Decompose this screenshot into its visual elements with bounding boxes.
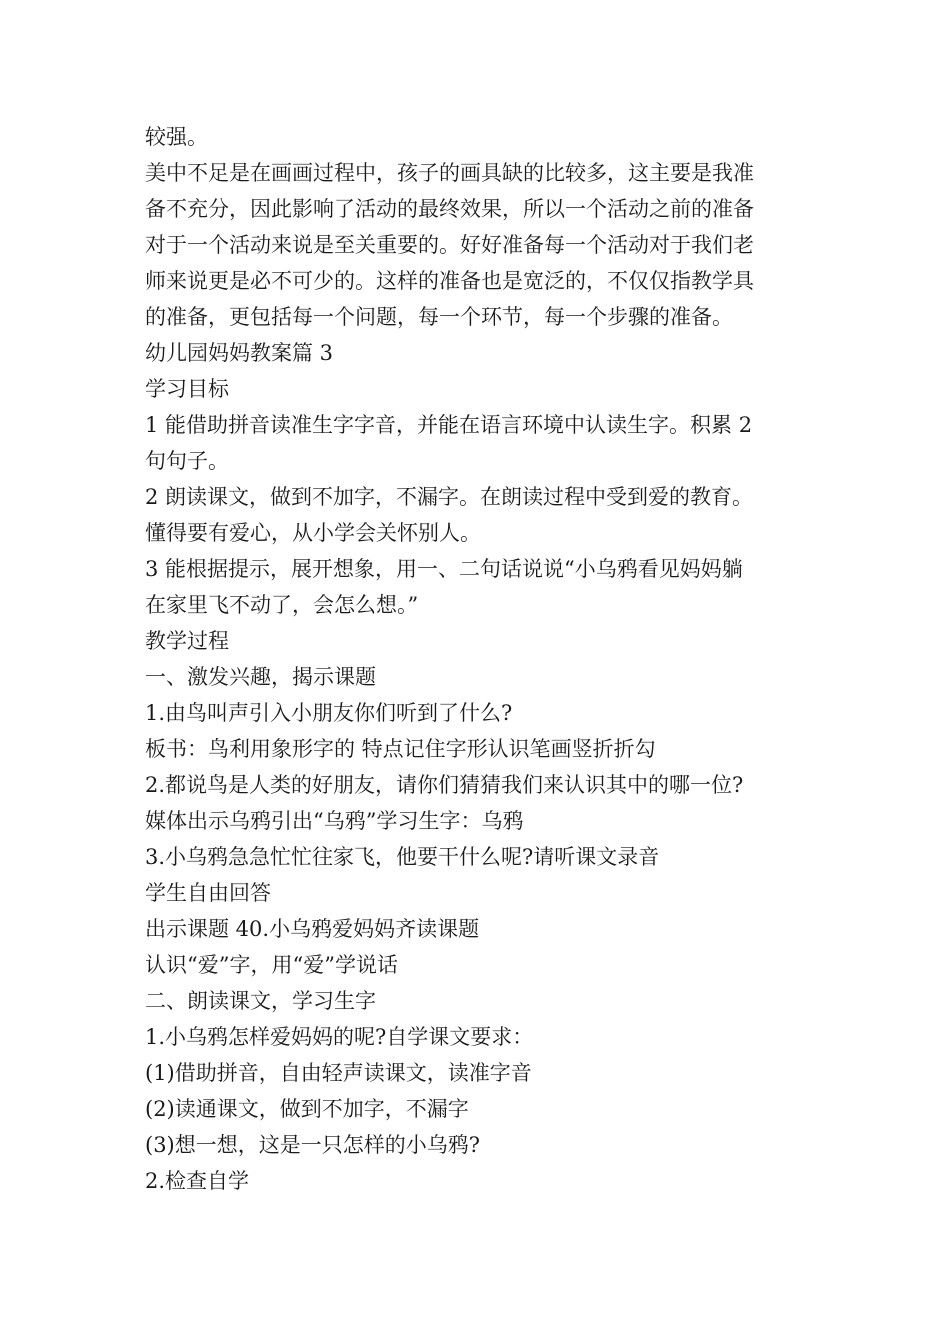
text-line: 1.由鸟叫声引入小朋友你们听到了什么? [145,701,513,725]
text-line: 一、激发兴趣，揭示课题 [145,665,376,689]
subsection-heading: 教学过程 [145,629,229,653]
text-line: 3 能根据提示，展开想象，用一、二句话说说“小乌鸦看见妈妈躺 [145,557,743,581]
text-line: 2.都说鸟是人类的好朋友，请你们猜猜我们来认识其中的哪一位? [145,773,744,797]
text-line: 认识“爱”字，用“爱”学说话 [145,953,398,977]
text-line: 2.检查自学 [145,1169,250,1193]
text-line: 媒体出示乌鸦引出“乌鸦”学习生字：乌鸦 [145,809,524,833]
text-line: 懂得要有爱心，从小学会关怀别人。 [145,521,481,545]
text-line: 句句子。 [145,449,229,473]
text-line: 1.小乌鸦怎样爱妈妈的呢?自学课文要求： [145,1025,534,1049]
text-line: 对于一个活动来说是至关重要的。好好准备每一个活动对于我们老 [145,233,754,257]
document-body [145,119,815,1199]
text-line: 较强。 [145,125,208,149]
text-line: 师来说更是必不可少的。这样的准备也是宽泛的，不仅仅指教学具 [145,269,754,293]
text-line: 在家里飞不动了，会怎么想。” [145,593,419,617]
text-line: 板书：鸟利用象形字的 特点记住字形认识笔画竖折折勾 [145,737,656,761]
text-line: 学生自由回答 [145,881,271,905]
text-line: 2 朗读课文，做到不加字，不漏字。在朗读过程中受到爱的教育。 [145,485,754,509]
text-line: 1 能借助拼音读准生字字音，并能在语言环境中认读生字。积累 2 [145,413,753,437]
text-line: 美中不足是在画画过程中，孩子的画具缺的比较多，这主要是我准 [145,161,754,185]
text-line: 备不充分，因此影响了活动的最终效果，所以一个活动之前的准备 [145,197,754,221]
text-line: (2)读通课文，做到不加字，不漏字 [145,1097,469,1121]
text-line: 的准备，更包括每一个问题，每一个环节，每一个步骤的准备。 [145,305,733,329]
text-line: 3.小乌鸦急急忙忙往家飞，他要干什么呢?请听课文录音 [145,845,660,869]
section-heading: 幼儿园妈妈教案篇 3 [145,341,334,365]
text-line: (1)借助拼音，自由轻声读课文，读准字音 [145,1061,532,1085]
text-line: 出示课题 40.小乌鸦爱妈妈齐读课题 [145,917,480,941]
text-line: 二、朗读课文，学习生字 [145,989,376,1013]
subsection-heading: 学习目标 [145,377,229,401]
text-line: (3)想一想，这是一只怎样的小乌鸦? [145,1133,481,1157]
